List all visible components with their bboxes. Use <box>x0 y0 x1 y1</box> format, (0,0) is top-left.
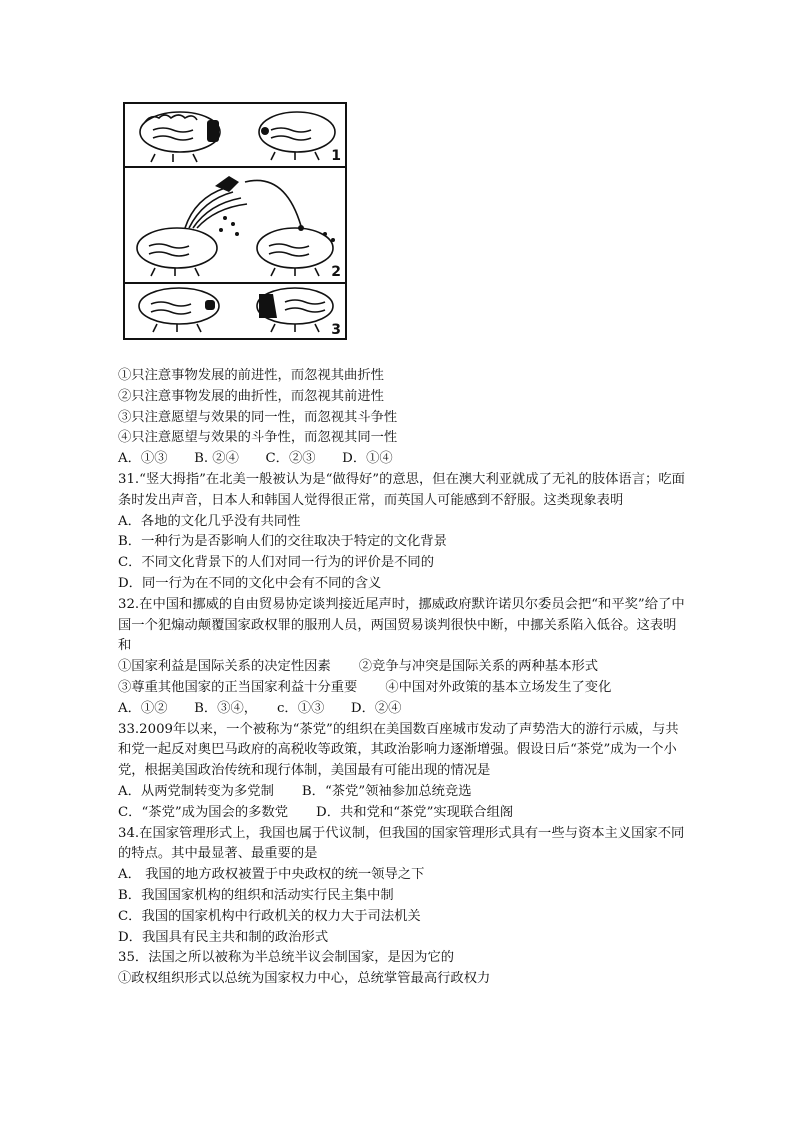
cartoon-panel-3 <box>125 284 345 338</box>
q30-answer-choices: A．①③ B. ②④ C．②③ D．①④ <box>118 451 393 467</box>
panel-label-3: 3 <box>331 322 341 338</box>
q34-choice-a: A． 我国的地方政权被置于中央政权的统一领导之下 <box>118 867 425 883</box>
q33-choices-row-2 <box>118 803 686 824</box>
q31-stem: 31.“竖大拇指”在北美一般被认为是“做得好”的意思，但在澳大利亚就成了无礼的肢体语言；吃面条时发出声音，日本人和韩国人觉得很正常，而英国人可能感到不舒服。这类现象表明 <box>118 471 685 508</box>
q32-options-row-2 <box>118 678 686 699</box>
q34-stem: 34.在国家管理形式上，我国也属于代议制，但我国的国家管理形式具有一些与资本主义国家不同的特点。其中最显著、最重要的是 <box>118 825 685 862</box>
q32-option-4: ④中国对外政策的基本立场发生了变化 <box>385 679 612 695</box>
q30-option-3: ③只注意愿望与效果的同一性，而忽视其斗争性 <box>118 409 398 425</box>
q33-choice-a: A．从两党制转变为多党制 <box>118 783 274 799</box>
q32-option-1: ①国家利益是国际关系的决定性因素 <box>118 659 331 675</box>
cartoon-panel-1 <box>125 104 345 168</box>
panel-label-2: 2 <box>331 264 341 280</box>
q31-choice-b: B．一种行为是否影响人们的交往取决于特定的文化背景 <box>118 534 447 550</box>
q34-choice-c: C．我国的国家机构中行政机关的权力大于司法机关 <box>118 908 421 924</box>
q34-choice-d: D．我国具有民主共和制的政治形式 <box>118 929 329 945</box>
q31-choice-a: A．各地的文化几乎没有共同性 <box>118 513 301 529</box>
cartoon-panel-2 <box>125 168 345 284</box>
q33-choices-row-1 <box>118 782 686 803</box>
q33-choice-c: C．“茶党”成为国会的多数党 <box>118 804 289 820</box>
questions-body <box>118 366 686 990</box>
q30-option-1: ①只注意事物发展的前进性，而忽视其曲折性 <box>118 368 384 383</box>
panel-2-drawing <box>125 168 345 282</box>
q33-stem: 33.2009年以来，一个被称为“茶党”的组织在美国数百座城市发动了声势浩大的游行示威，与共和党一起反对奥巴马政府的高税收等政策，其政治影响力逐渐增强。假设日后“茶党”成为一个小党，根据美国政治传统和现行体制，美国最有可能出现的情况是 <box>118 721 679 779</box>
q32-option-3: ③尊重其他国家的正当国家利益十分重要 <box>118 679 358 695</box>
panel-label-1: 1 <box>331 148 341 164</box>
q34-choice-b: B．我国国家机构的组织和活动实行民主集中制 <box>118 887 394 903</box>
q31-choice-c: C．不同文化背景下的人们对同一行为的评价是不同的 <box>118 555 435 571</box>
q33-choice-d: D．共和党和“茶党”实现联合组阁 <box>316 804 514 820</box>
q30-option-4: ④只注意愿望与效果的斗争性，而忽视其同一性 <box>118 430 398 446</box>
q33-choice-b: B．“茶党”领袖参加总统竞选 <box>301 783 472 799</box>
panel-1-drawing <box>125 104 345 166</box>
q32-options-row-1 <box>118 657 686 678</box>
q35-stem: 35．法国之所以被称为半总统半议会制国家，是因为它的 <box>118 950 455 966</box>
q32-stem: 32.在中国和挪威的自由贸易协定谈判接近尾声时，挪威政府默许诺贝尔委员会把“和平奖”给了中国一个犯煽动颠覆国家政权罪的服刑人员，两国贸易谈判很快中断，中挪关系陷入低谷。这表明和 <box>118 596 685 654</box>
cartoon-figure <box>123 102 347 340</box>
q35-option-1: ①政权组织形式以总统为国家权力中心，总统掌管最高行政权力 <box>118 971 491 987</box>
q32-option-2: ②竞争与冲突是国际关系的两种基本形式 <box>358 659 599 675</box>
q31-choice-d: D．同一行为在不同的文化中会有不同的含义 <box>118 575 382 591</box>
panel-3-drawing <box>125 284 345 338</box>
q32-answer-choices: A．①② B．③④， c．①③ D．②④ <box>118 700 402 716</box>
q30-option-2: ②只注意事物发展的曲折性，而忽视其前进性 <box>118 388 384 404</box>
